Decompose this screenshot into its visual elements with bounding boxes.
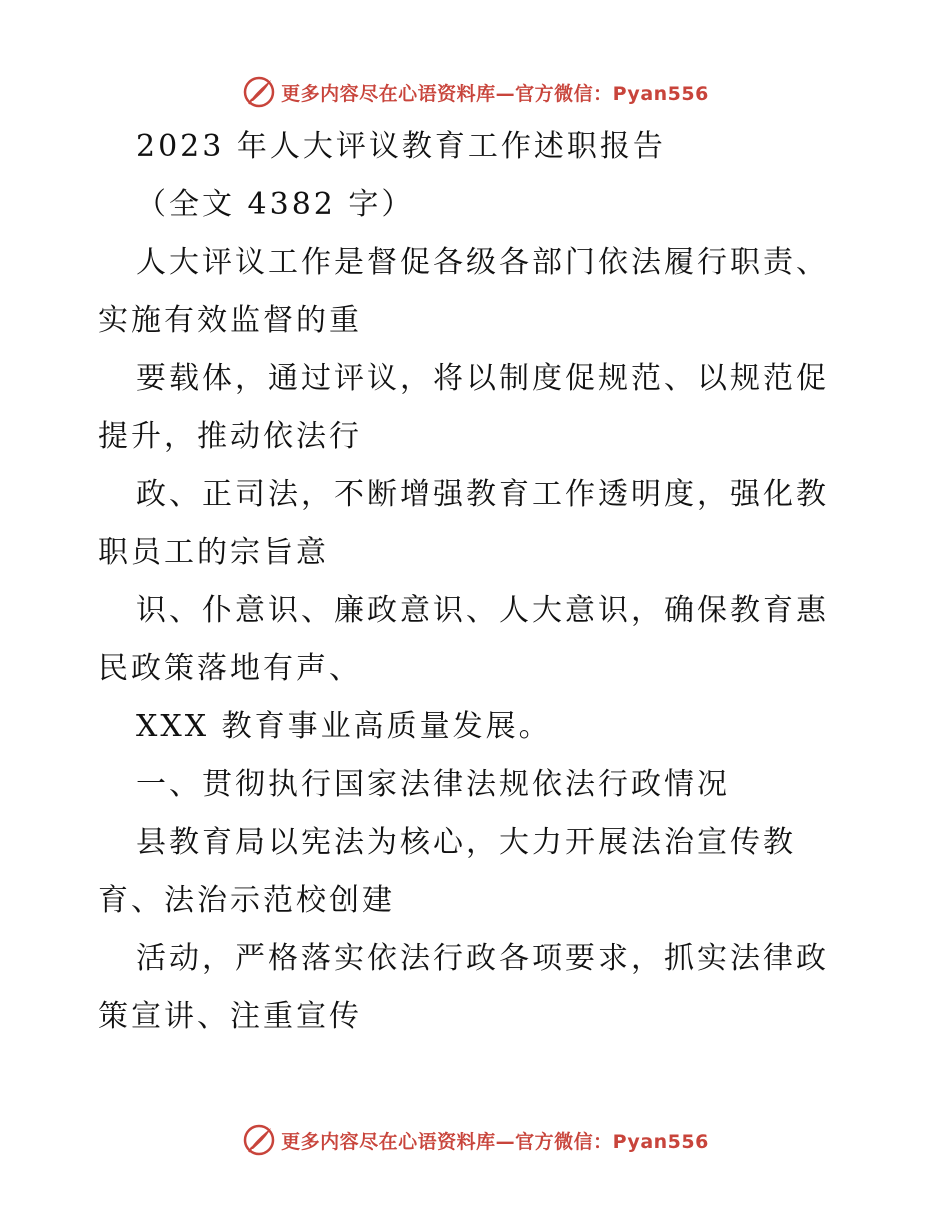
document-line: 一、贯彻执行国家法律法规依法行政情况 <box>136 767 730 802</box>
document-line: 育、法治示范校创建 <box>98 883 395 918</box>
document-line: 识、仆意识、廉政意识、人大意识，确保教育惠 <box>136 593 829 628</box>
document-line: XXX 教育事业高质量发展。 <box>136 709 552 744</box>
footer-watermark <box>0 1120 950 1160</box>
watermark-text: 更多内容尽在心语资料库—官方微信：Pyan556 <box>281 82 709 105</box>
document-line: 政、正司法，不断增强教育工作透明度，强化教 <box>136 477 829 512</box>
document-line: 要载体，通过评议，将以制度促规范、以规范促 <box>136 361 829 396</box>
document-line: 实施有效监督的重 <box>98 303 362 338</box>
document-body <box>98 118 858 1046</box>
document-line: 活动，严格落实依法行政各项要求，抓实法律政 <box>136 941 829 976</box>
quill-pen-logo-icon <box>241 74 277 110</box>
document-line: 民政策落地有声、 <box>98 651 362 686</box>
document-line: （全文 4382 字） <box>136 187 415 222</box>
document-line: 策宣讲、注重宣传 <box>98 999 362 1034</box>
watermark-text: 更多内容尽在心语资料库—官方微信：Pyan556 <box>281 1130 709 1153</box>
document-line: 县教育局以宪法为核心，大力开展法治宣传教 <box>136 825 796 860</box>
header-watermark <box>0 72 950 112</box>
document-line: 人大评议工作是督促各级各部门依法履行职责、 <box>136 245 829 280</box>
quill-pen-logo-icon <box>241 1122 277 1158</box>
document-line: 提升，推动依法行 <box>98 419 362 454</box>
document-line: 职员工的宗旨意 <box>98 535 329 570</box>
document-line: 2023 年人大评议教育工作述职报告 <box>136 129 666 164</box>
